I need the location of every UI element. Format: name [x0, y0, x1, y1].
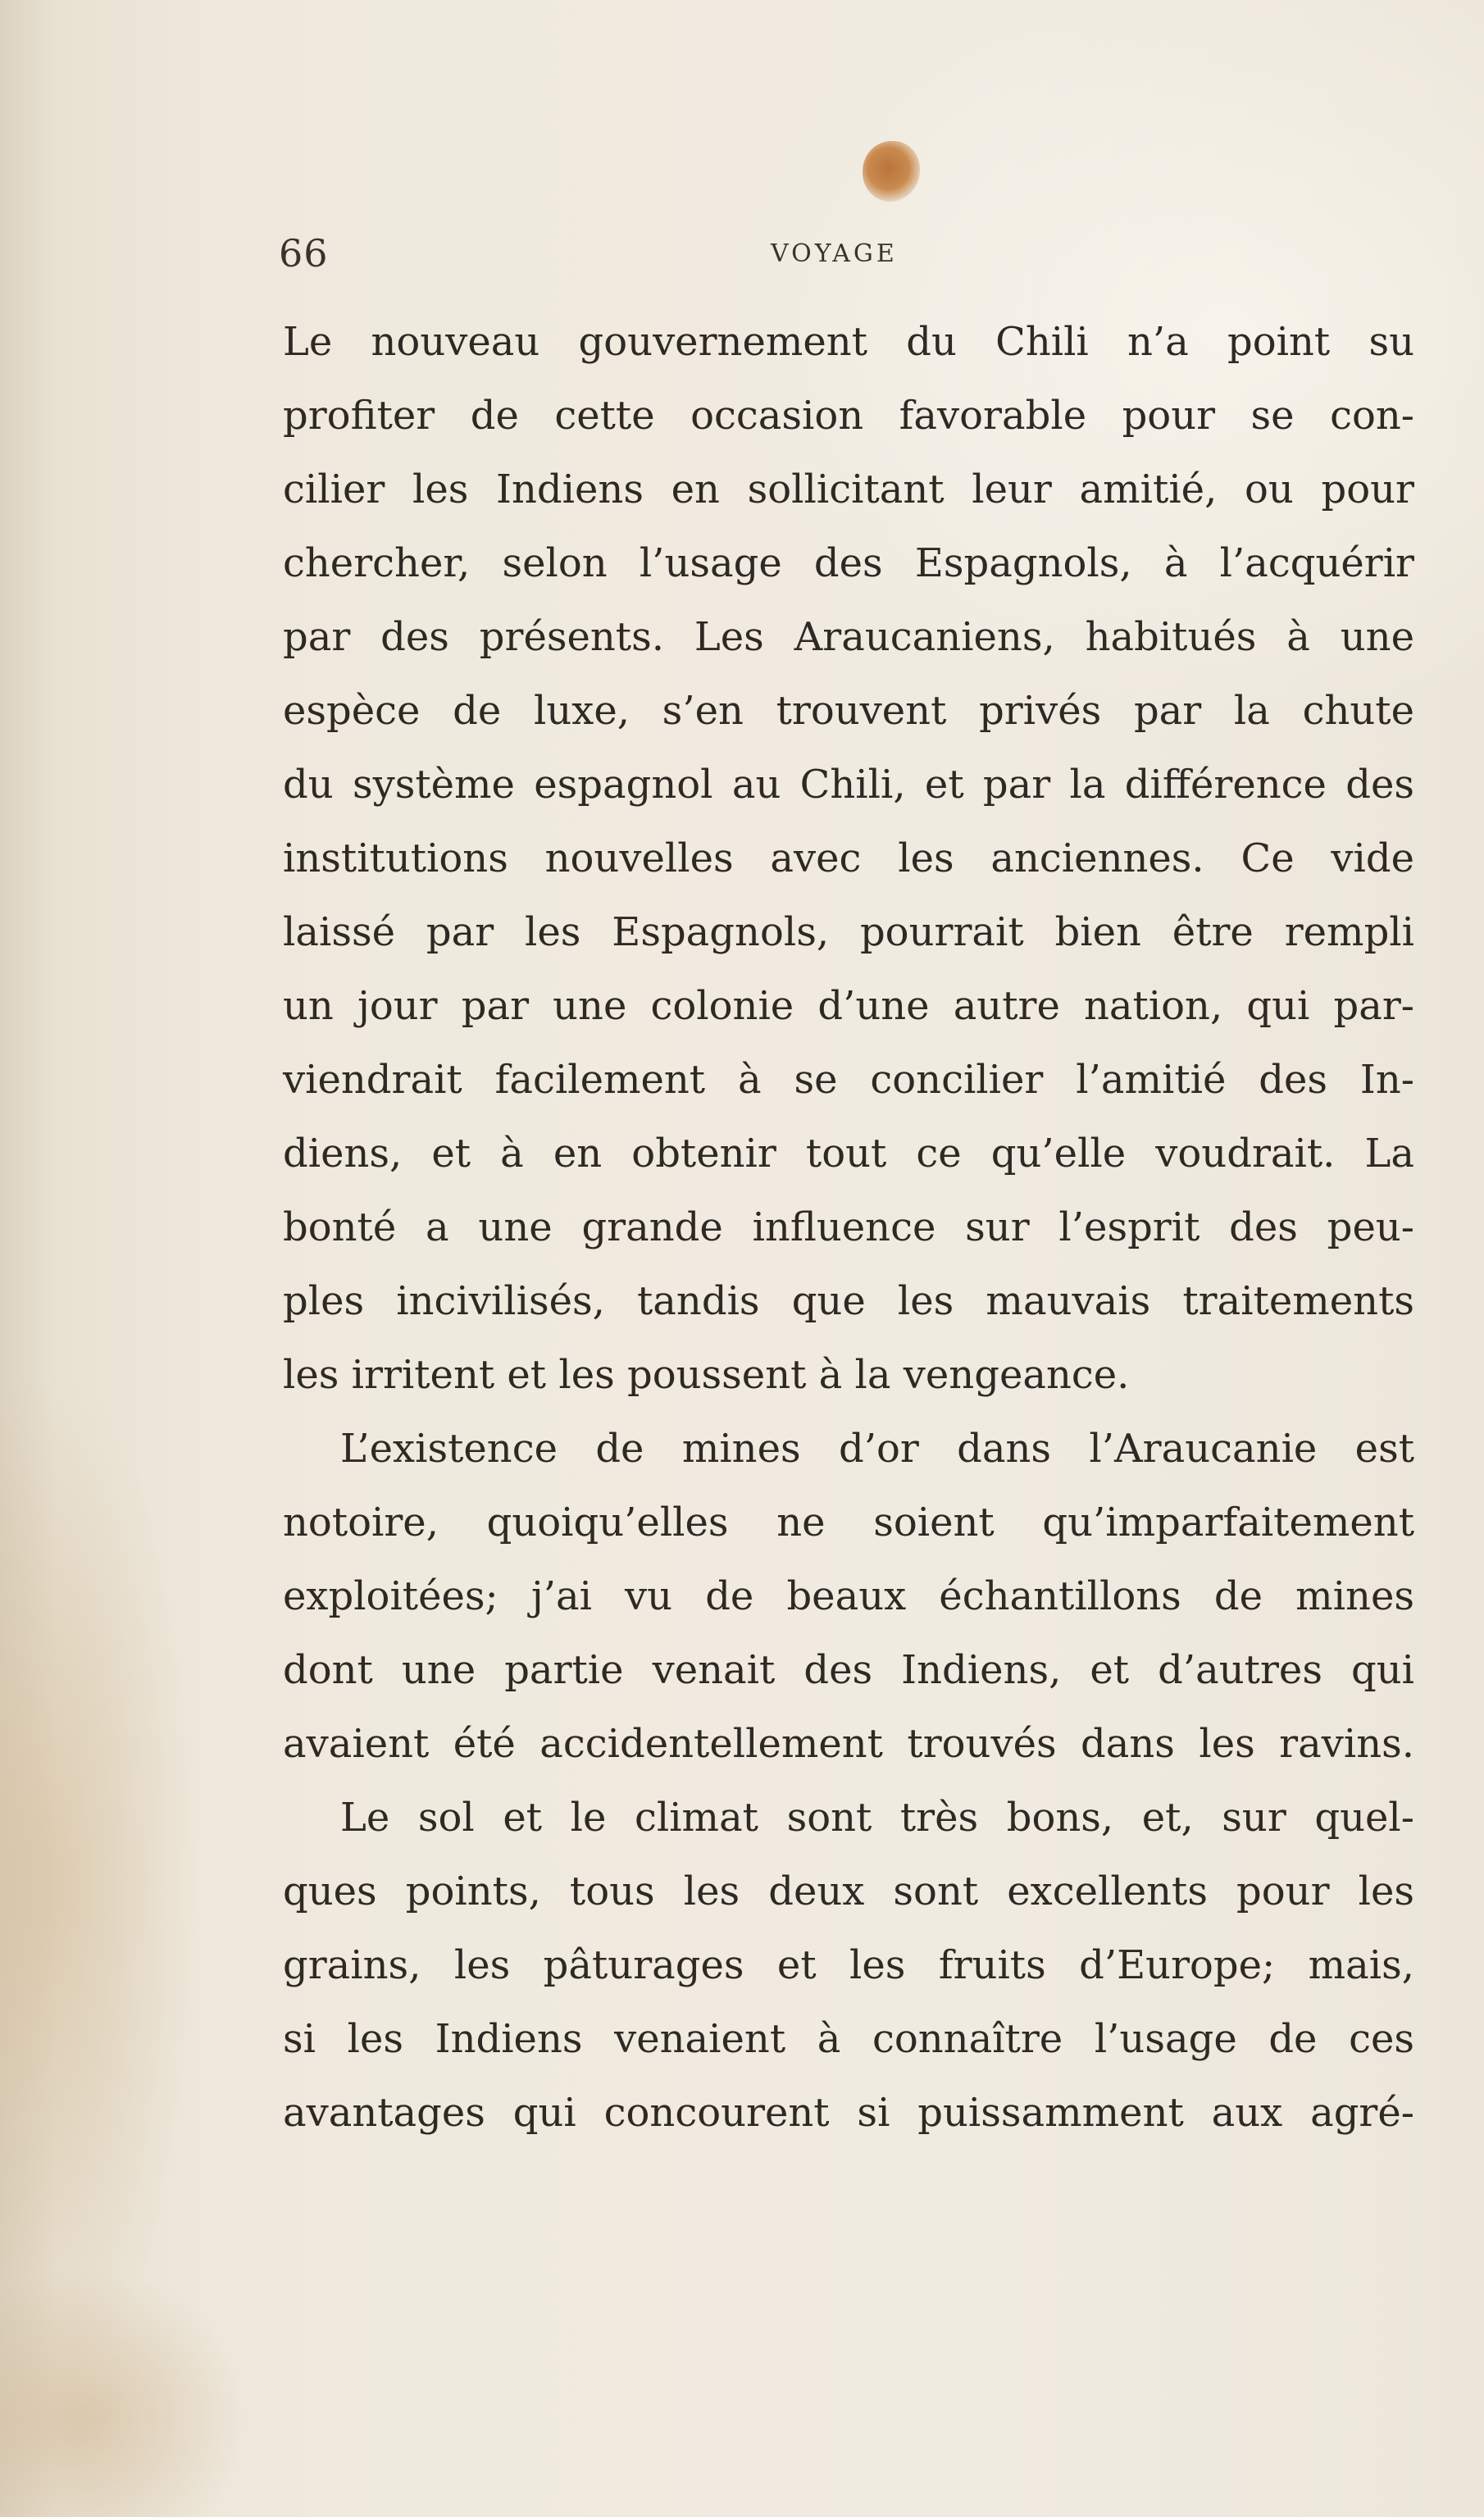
text-line: chercher, selon l’usage des Espagnols, à l’acquérir [283, 540, 1414, 586]
text-line: diens, et à en obtenir tout ce qu’elle voudrait. La [283, 1131, 1414, 1177]
body-text [283, 305, 1414, 2150]
running-head: VOYAGE [771, 239, 898, 268]
text-line: les irritent et les poussent à la vengeance. [283, 1352, 1130, 1398]
paragraph [283, 1412, 1414, 1781]
text-line: Le nouveau gouvernement du Chili n’a point su [283, 319, 1414, 365]
text-line: institutions nouvelles avec les anciennes. Ce vide [283, 835, 1414, 881]
text-line: ples incivilisés, tandis que les mauvais traitements [283, 1278, 1414, 1324]
paragraph [283, 305, 1414, 1412]
text-line: profiter de cette occasion favorable pour se con- [283, 393, 1414, 439]
text-line: cilier les Indiens en sollicitant leur amitié, ou pour [283, 467, 1414, 512]
text-line: laissé par les Espagnols, pourrait bien être rempli [283, 909, 1414, 955]
text-line: grains, les pâturages et les fruits d’Europe; mais, [283, 1942, 1414, 1988]
text-line: un jour par une colonie d’une autre nation, qui par- [283, 983, 1414, 1029]
text-line: exploitées; j’ai vu de beaux échantillons de mines [283, 1573, 1414, 1619]
text-line: du système espagnol au Chili, et par la différence des [283, 762, 1414, 808]
text-line: L’existence de mines d’or dans l’Araucanie est [340, 1426, 1414, 1472]
text-line: ques points, tous les deux sont excellents pour les [283, 1868, 1414, 1914]
paragraph [283, 1781, 1414, 2150]
text-line: bonté a une grande influence sur l’esprit des peu- [283, 1204, 1414, 1250]
text-line: par des présents. Les Araucaniens, habitués à une [283, 614, 1414, 660]
page-stain [863, 141, 920, 202]
text-line: viendrait facilement à se concilier l’amitié des In- [283, 1057, 1414, 1103]
page-header [279, 231, 1427, 297]
text-line: avantages qui concourent si puissamment aux agré- [283, 2090, 1414, 2136]
page-number: 66 [279, 231, 329, 275]
text-line: dont une partie venait des Indiens, et d’autres qui [283, 1647, 1414, 1693]
text-line: notoire, quoiqu’elles ne soient qu’imparfaitement [283, 1500, 1414, 1545]
text-line: Le sol et le climat sont très bons, et, sur quel- [340, 1795, 1414, 1841]
text-line: avaient été accidentellement trouvés dans les ravins. [283, 1721, 1414, 1767]
text-line: espèce de luxe, s’en trouvent privés par la chute [283, 688, 1414, 734]
text-line: si les Indiens venaient à connaître l’usage de ces [283, 2016, 1414, 2062]
